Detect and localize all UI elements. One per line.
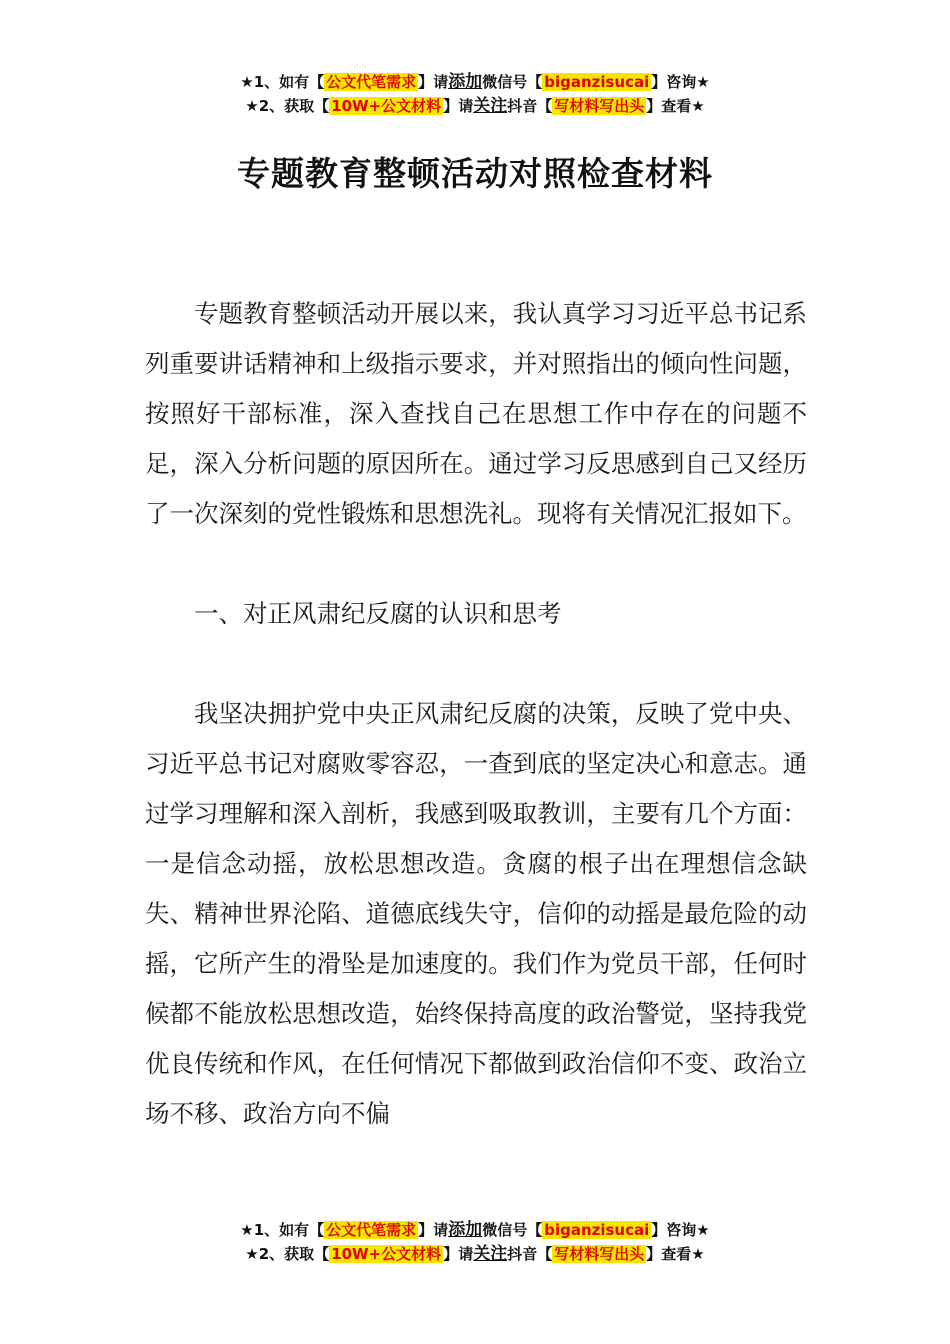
banner-text: 】请 bbox=[418, 73, 449, 91]
banner-line-2 bbox=[0, 1242, 950, 1266]
banner-text: 】咨询 bbox=[651, 1221, 697, 1239]
banner-emphasis: 添加 bbox=[448, 1220, 483, 1240]
banner-text: 】请 bbox=[443, 97, 474, 115]
banner-highlight: biganzisucai bbox=[544, 1221, 650, 1239]
banner-text: 】请 bbox=[418, 1221, 449, 1239]
header-banner bbox=[0, 70, 950, 118]
banner-line-1 bbox=[0, 1218, 950, 1242]
paragraph-section-1: 我坚决拥护党中央正风肃纪反腐的决策，反映了党中央、习近平总书记对腐败零容忍，一查到底的坚定决心和意志。通过学习理解和深入剖析，我感到吸取教训，主要有几个方面：一是信念动摇，放松思想改造。贪腐的根子出在理想信念缺失、精神世界沦陷、道德底线失守，信仰的动摇是最危险的动摇，它所产生的滑坠是加速度的。我们作为党员干部，任何时候都不能放松思想改造，始终保持高度的政治警觉，坚持我党优良传统和作风，在任何情况下都做到政治信仰不变、政治立场不移、政治方向不偏 bbox=[145, 699, 807, 1128]
banner-highlight: 写材料写出头 bbox=[554, 97, 645, 115]
paragraph-intro: 专题教育整顿活动开展以来，我认真学习习近平总书记系列重要讲话精神和上级指示要求，并对照指出的倾向性问题，按照好干部标准，深入查找自己在思想工作中存在的问题不足，深入分析问题的原因所在。通过学习反思感到自己又经历了一次深刻的党性锻炼和思想洗礼。现将有关情况汇报如下。 bbox=[145, 299, 807, 528]
banner-highlight: 写材料写出头 bbox=[554, 1245, 645, 1263]
document-body bbox=[145, 289, 807, 1139]
banner-text: 抖音【 bbox=[507, 1245, 553, 1263]
star-icon: ★ bbox=[245, 1245, 259, 1263]
banner-text: 】查看 bbox=[646, 1245, 692, 1263]
document-title: 专题教育整顿活动对照检查材料 bbox=[237, 154, 713, 193]
banner-highlight: 10W+公文材料 bbox=[331, 97, 442, 115]
banner-text: 微信号【 bbox=[482, 73, 543, 91]
banner-text: 】咨询 bbox=[651, 73, 697, 91]
banner-line-1 bbox=[0, 70, 950, 94]
banner-text: 抖音【 bbox=[507, 97, 553, 115]
banner-text: 微信号【 bbox=[482, 1221, 543, 1239]
star-icon: ★ bbox=[696, 73, 710, 91]
footer-banner bbox=[0, 1218, 950, 1266]
banner-text: 1、如有【 bbox=[253, 1221, 325, 1239]
banner-highlight: 公文代笔需求 bbox=[326, 1221, 417, 1239]
banner-text: 】请 bbox=[443, 1245, 474, 1263]
banner-text: 1、如有【 bbox=[253, 73, 325, 91]
star-icon: ★ bbox=[696, 1221, 710, 1239]
star-icon: ★ bbox=[245, 97, 259, 115]
banner-highlight: biganzisucai bbox=[544, 73, 650, 91]
banner-text: 2、获取【 bbox=[258, 97, 330, 115]
banner-line-2 bbox=[0, 94, 950, 118]
banner-emphasis: 关注 bbox=[473, 1244, 508, 1264]
banner-emphasis: 添加 bbox=[448, 72, 483, 92]
star-icon: ★ bbox=[240, 1221, 254, 1239]
star-icon: ★ bbox=[240, 73, 254, 91]
star-icon: ★ bbox=[691, 97, 705, 115]
banner-highlight: 10W+公文材料 bbox=[331, 1245, 442, 1263]
star-icon: ★ bbox=[691, 1245, 705, 1263]
section-heading: 一、对正风肃纪反腐的认识和思考 bbox=[194, 599, 562, 628]
banner-highlight: 公文代笔需求 bbox=[326, 73, 417, 91]
banner-text: 2、获取【 bbox=[258, 1245, 330, 1263]
banner-emphasis: 关注 bbox=[473, 96, 508, 116]
banner-text: 】查看 bbox=[646, 97, 692, 115]
